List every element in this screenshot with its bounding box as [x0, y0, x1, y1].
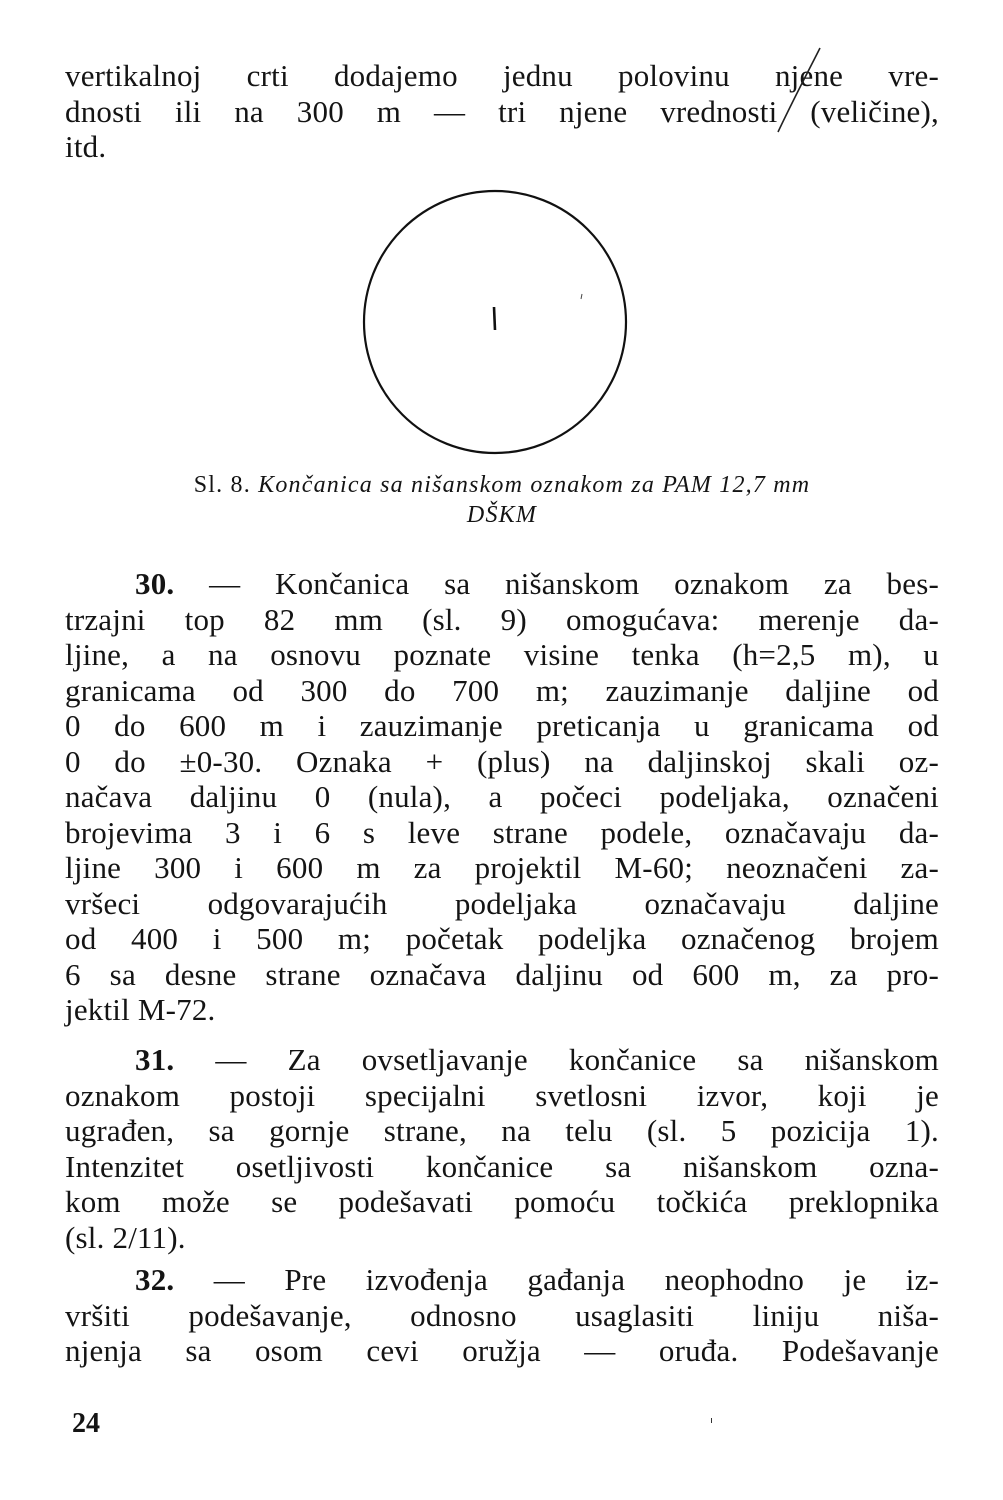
- text-line: [65, 566, 939, 602]
- paragraph-30: [65, 566, 939, 1028]
- scan-speck: [711, 1418, 712, 1423]
- text-line: [65, 1262, 939, 1298]
- pencil-strike-mark: [770, 44, 830, 136]
- text-line: ljine 300 i 600 m za projektil M-60; neoznačeni za-: [65, 850, 939, 885]
- text-line: od 400 i 500 m; početak podeljka označenog brojem: [65, 921, 939, 956]
- text-line: Intenzitet osetljivosti končanice sa nišanskom ozna-: [65, 1148, 939, 1184]
- text-line: načava daljinu 0 (nula), a počeci podeljaka, označeni: [65, 779, 939, 814]
- text-line: ugrađen, sa gornje strane, na telu (sl. 5 pozicija 1).: [65, 1113, 939, 1148]
- text-line: oznakom postoji specijalni svetlosni izvor, koji je: [65, 1077, 939, 1113]
- caption-label: Sl. 8.: [193, 472, 251, 498]
- text-line: ljine, a na osnovu poznate visine tenka (h=2,5 m), u: [65, 637, 939, 672]
- caption-line-1: [65, 470, 939, 500]
- text-line: 6 sa desne strane označava daljinu od 600 m, za pro-: [65, 956, 939, 992]
- text-span: — Končanica sa nišanskom oznakom za bes-: [174, 566, 939, 601]
- paragraph-number: 31.: [135, 1042, 175, 1077]
- text-span: — Pre izvođenja gađanja neophodno je iz-: [174, 1262, 939, 1297]
- text-line: jektil M-72.: [65, 992, 216, 1027]
- text-line: vršeci odgovarajućih podeljaka označavaju daljine: [65, 885, 939, 921]
- text-line: kom može se podešavati pomoću točkića preklopnika: [65, 1184, 939, 1219]
- text-line: (sl. 2/11).: [65, 1219, 186, 1255]
- paragraph-number: 32.: [135, 1262, 175, 1297]
- aiming-mark: [494, 307, 495, 330]
- text-line: itd.: [65, 129, 107, 164]
- figure-caption: [65, 470, 939, 530]
- caption-line-2: DŠKM: [466, 502, 538, 528]
- text-span: — Za ovsetljavanje končanice sa nišanskom: [174, 1042, 939, 1077]
- paragraph-32: [65, 1262, 939, 1369]
- caption-title: Končanica sa nišanskom oznakom za PAM 12,7 mm: [258, 472, 811, 498]
- text-line: vertikalnoj crti dodajemo jednu polovinu njene vre-: [65, 58, 939, 93]
- text-line: trzajni top 82 mm (sl. 9) omogućava: merenje da-: [65, 601, 939, 637]
- reticle-diagram: [361, 189, 629, 455]
- text-line: vršiti podešavanje, odnosno usaglasiti liniju niša-: [65, 1297, 939, 1333]
- speck-mark: [581, 294, 582, 299]
- text-line: 0 do ±0-30. Oznaka + (plus) na daljinskoj skali oz-: [65, 743, 939, 779]
- page-number: 24: [72, 1408, 100, 1439]
- paragraph-31: [65, 1042, 939, 1255]
- text-line: brojevima 3 i 6 s leve strane podele, označavaju da-: [65, 814, 939, 850]
- text-line: dnosti ili na 300 m — tri njene vrednosti (veličine),: [65, 93, 939, 129]
- text-line: njenja sa osom cevi oružja — oruđa. Podešavanje: [65, 1333, 939, 1368]
- text-line: granicama od 300 do 700 m; zauzimanje daljine od: [65, 672, 939, 708]
- text-line: [65, 1042, 939, 1078]
- text-line: 0 do 600 m i zauzimanje preticanja u granicama od: [65, 708, 939, 743]
- paragraph-number: 30.: [135, 566, 175, 601]
